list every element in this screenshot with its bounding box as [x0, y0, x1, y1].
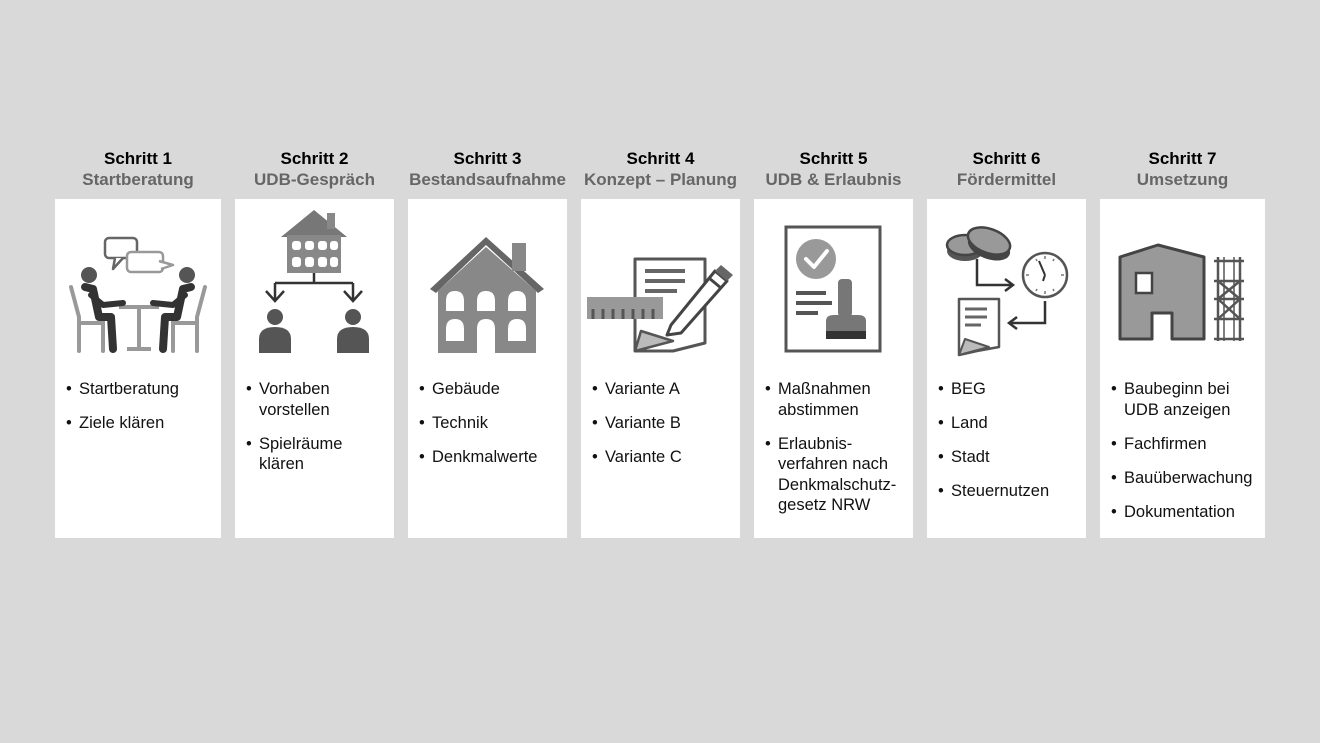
house-icon [408, 199, 567, 369]
step-6-list [938, 379, 1080, 515]
step-3-card [408, 199, 567, 538]
step-number: Schritt 4 [626, 149, 695, 168]
step-title: Bestandsaufnahme [409, 170, 566, 189]
step-number: Schritt 3 [453, 149, 522, 168]
list-item: • Maßnahmen abstimmen [765, 379, 907, 420]
list-item: • Steuernutzen [938, 481, 1080, 502]
step-title: UDB & Erlaubnis [765, 170, 902, 189]
step-title: Startberatung [82, 170, 194, 189]
step-1-header [55, 148, 221, 192]
step-3-header [408, 148, 567, 192]
list-item: • Variante B [592, 413, 734, 434]
construction-icon [1100, 199, 1265, 369]
list-item: • Fachfirmen [1111, 434, 1259, 455]
list-item: • Variante C [592, 447, 734, 468]
plan-pencil-icon [581, 199, 740, 369]
list-item: • Variante A [592, 379, 734, 400]
list-item: • Vorhaben vorstellen [246, 379, 388, 420]
step-6-card [927, 199, 1086, 538]
step-2-list [246, 379, 388, 488]
step-title: Fördermittel [956, 170, 1057, 189]
step-number: Schritt 5 [799, 149, 868, 168]
list-item: • Stadt [938, 447, 1080, 468]
step-2-card [235, 199, 394, 538]
step-number: Schritt 1 [103, 149, 173, 168]
step-3-list [419, 379, 561, 481]
funding-icon [927, 199, 1086, 369]
list-item: • Erlaubnis-verfahren nach Denkmalschutz-gesetz NRW [765, 434, 907, 516]
step-title: Umsetzung [1136, 170, 1229, 189]
step-7-card [1100, 199, 1265, 538]
step-number: Schritt 2 [280, 149, 349, 168]
step-6-header [927, 148, 1086, 192]
step-1-card [55, 199, 221, 538]
consultation-icon [55, 199, 221, 369]
step-2-header [235, 148, 394, 192]
step-5-header [754, 148, 913, 192]
list-item: • Dokumentation [1111, 502, 1259, 523]
step-7-header [1100, 148, 1265, 192]
list-item: • Bauüberwachung [1111, 468, 1259, 489]
house-meeting-icon [235, 199, 394, 369]
list-item: • Denkmalwerte [419, 447, 561, 468]
step-5-list [765, 379, 907, 529]
step-4-header [581, 148, 740, 192]
list-item: • Startberatung [66, 379, 215, 400]
step-4-list [592, 379, 734, 481]
list-item: • Land [938, 413, 1080, 434]
step-4-card [581, 199, 740, 538]
list-item: • Ziele klären [66, 413, 215, 434]
step-number: Schritt 6 [972, 149, 1041, 168]
step-7-list [1111, 379, 1259, 536]
step-5-card [754, 199, 913, 538]
list-item: • Gebäude [419, 379, 561, 400]
permit-stamp-icon [754, 199, 913, 369]
list-item: • Baubeginn bei UDB anzeigen [1111, 379, 1259, 420]
list-item: • BEG [938, 379, 1080, 400]
step-1-list [66, 379, 215, 447]
step-title: Konzept – Planung [584, 170, 737, 189]
step-title: UDB-Gespräch [254, 170, 375, 189]
list-item: • Technik [419, 413, 561, 434]
list-item: • Spielräume klären [246, 434, 388, 475]
step-number: Schritt 7 [1148, 149, 1217, 168]
